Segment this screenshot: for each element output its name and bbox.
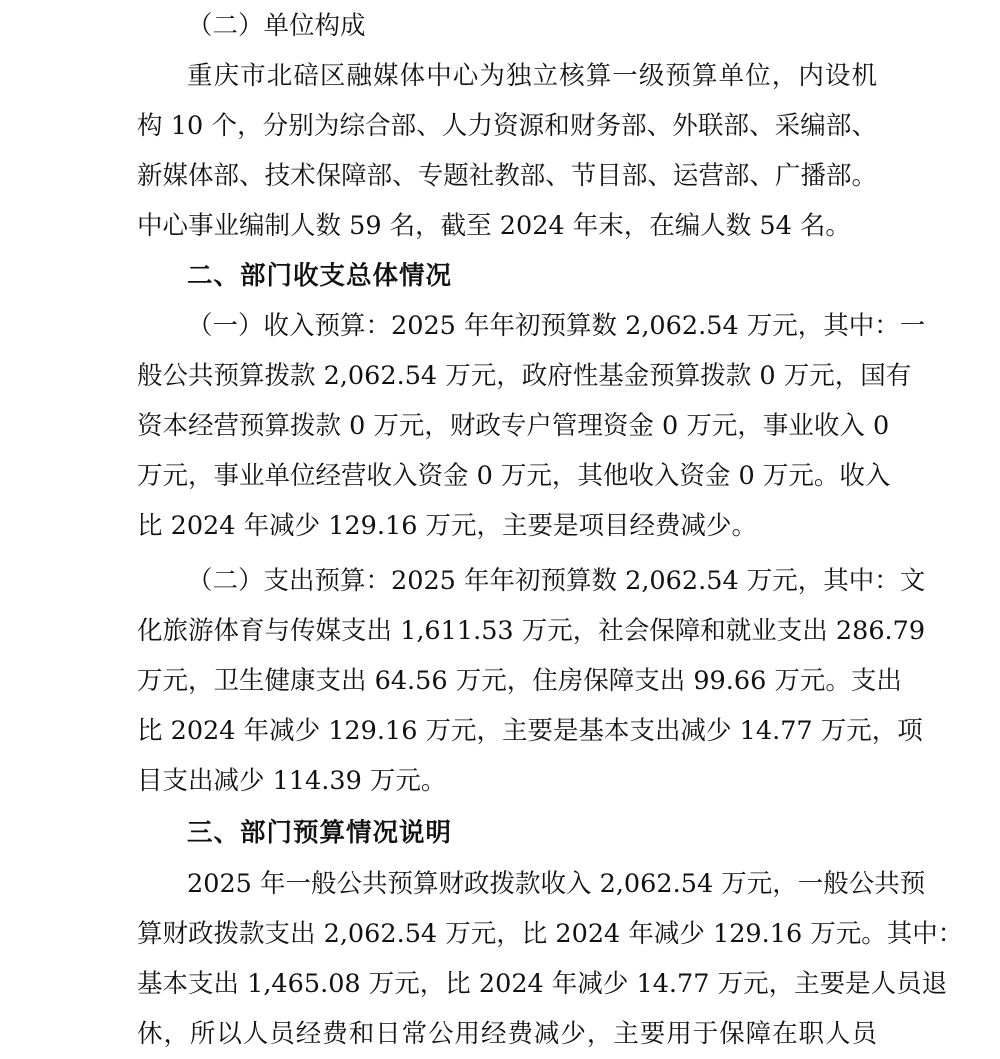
paragraph-line: 中心事业编制人数 59 名，截至 2024 年末，在编人数 54 名。 (137, 211, 851, 241)
paragraph-line: 2025 年一般公共预算财政拨款收入 2,062.54 万元，一般公共预 (187, 869, 926, 899)
paragraph-line: 比 2024 年减少 129.16 万元，主要是项目经费减少。 (137, 511, 758, 541)
paragraph-line: （二）支出预算：2025 年年初预算数 2,062.54 万元，其中：文 (187, 566, 926, 596)
paragraph-line: 新媒体部、技术保障部、专题社教部、节目部、运营部、广播部。 (137, 161, 877, 191)
section-heading-budget-explanation: 三、部门预算情况说明 (187, 818, 453, 848)
paragraph-line: 目支出减少 114.39 万元。 (137, 766, 447, 796)
paragraph-line: 万元，卫生健康支出 64.56 万元，住房保障支出 99.66 万元。支出 (137, 666, 902, 696)
section-heading-unit-composition: （二）单位构成 (187, 11, 366, 41)
paragraph-line: 般公共预算拨款 2,062.54 万元，政府性基金预算拨款 0 万元，国有 (137, 361, 912, 391)
paragraph-line: 构 10 个，分别为综合部、人力资源和财务部、外联部、采编部、 (137, 111, 877, 141)
paragraph-line: 万元，事业单位经营收入资金 0 万元，其他收入资金 0 万元。收入 (137, 461, 891, 491)
paragraph-line: 基本支出 1,465.08 万元，比 2024 年减少 14.77 万元，主要是人员退 (137, 969, 948, 999)
paragraph-line: 比 2024 年减少 129.16 万元，主要是基本支出减少 14.77 万元，项 (137, 716, 923, 746)
section-heading-budget-overview: 二、部门收支总体情况 (187, 261, 453, 291)
paragraph-line: 休，所以人员经费和日常公用经费减少，主要用于保障在职人员 (137, 1019, 877, 1049)
paragraph-line: 算财政拨款支出 2,062.54 万元，比 2024 年减少 129.16 万元。其中： (137, 919, 964, 949)
paragraph-line: 化旅游体育与传媒支出 1,611.53 万元，社会保障和就业支出 286.79 (137, 616, 926, 646)
paragraph-line: （一）收入预算：2025 年年初预算数 2,062.54 万元，其中：一 (187, 311, 926, 341)
paragraph-line: 资本经营预算拨款 0 万元，财政专户管理资金 0 万元，事业收入 0 (137, 411, 890, 441)
paragraph-line: 重庆市北碚区融媒体中心为独立核算一级预算单位，内设机 (187, 61, 877, 91)
